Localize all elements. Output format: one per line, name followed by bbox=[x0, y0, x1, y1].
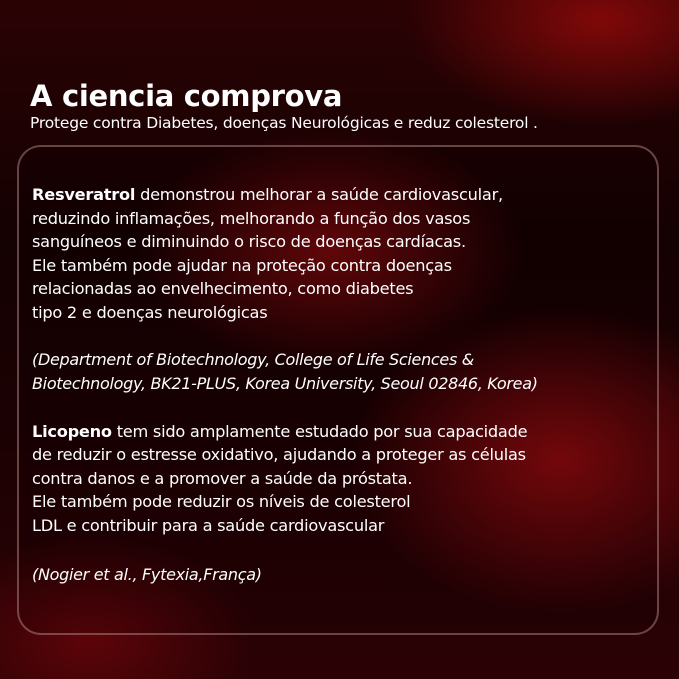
licopeno-line bbox=[32, 420, 654, 444]
resveratrol-citation bbox=[32, 348, 654, 396]
resveratrol-line: Ele também pode ajudar na proteção contra doenças bbox=[32, 255, 452, 275]
licopeno-name: Licopeno bbox=[32, 421, 112, 441]
info-panel bbox=[17, 145, 659, 635]
resveratrol-line: tipo 2 e doenças neurológicas bbox=[32, 302, 268, 322]
info-panel-content bbox=[32, 183, 654, 587]
spacer bbox=[32, 538, 654, 563]
page-subtitle: Protege contra Diabetes, doenças Neurológicas e reduz colesterol . bbox=[30, 114, 538, 132]
resveratrol-line: relacionadas ao envelhecimento, como diabetes bbox=[32, 279, 414, 299]
licopeno-citation bbox=[32, 563, 654, 587]
resveratrol-line bbox=[32, 183, 654, 207]
spacer bbox=[32, 325, 654, 348]
page-title: A ciencia comprova bbox=[30, 79, 343, 113]
resveratrol-name: Resveratrol bbox=[32, 185, 136, 204]
citation-line: (Department of Biotechnology, College of Life Sciences & bbox=[32, 349, 474, 369]
hero-header bbox=[30, 80, 670, 134]
licopeno-paragraph bbox=[32, 420, 654, 538]
spacer bbox=[32, 396, 654, 420]
licopeno-line: de reduzir o estresse oxidativo, ajudando a proteger as células bbox=[32, 445, 526, 465]
citation-line: (Nogier et al., Fytexia,França) bbox=[32, 564, 262, 584]
resveratrol-line: reduzindo inflamações, melhorando a função dos vasos bbox=[32, 208, 471, 228]
resveratrol-paragraph bbox=[32, 183, 654, 325]
licopeno-line-text: tem sido amplamente estudado por sua capacidade bbox=[111, 421, 528, 441]
licopeno-line: contra danos e a promover a saúde da próstata. bbox=[32, 468, 413, 488]
licopeno-line: LDL e contribuir para a saúde cardiovascular bbox=[32, 515, 385, 535]
resveratrol-line: sanguíneos e diminuindo o risco de doenças cardíacas. bbox=[32, 232, 466, 252]
resveratrol-line-text: demonstrou melhorar a saúde cardiovascular, bbox=[135, 185, 503, 204]
citation-line: Biotechnology, BK21-PLUS, Korea University, Seoul 02846, Korea) bbox=[32, 373, 538, 393]
licopeno-line: Ele também pode reduzir os níveis de colesterol bbox=[32, 492, 411, 512]
